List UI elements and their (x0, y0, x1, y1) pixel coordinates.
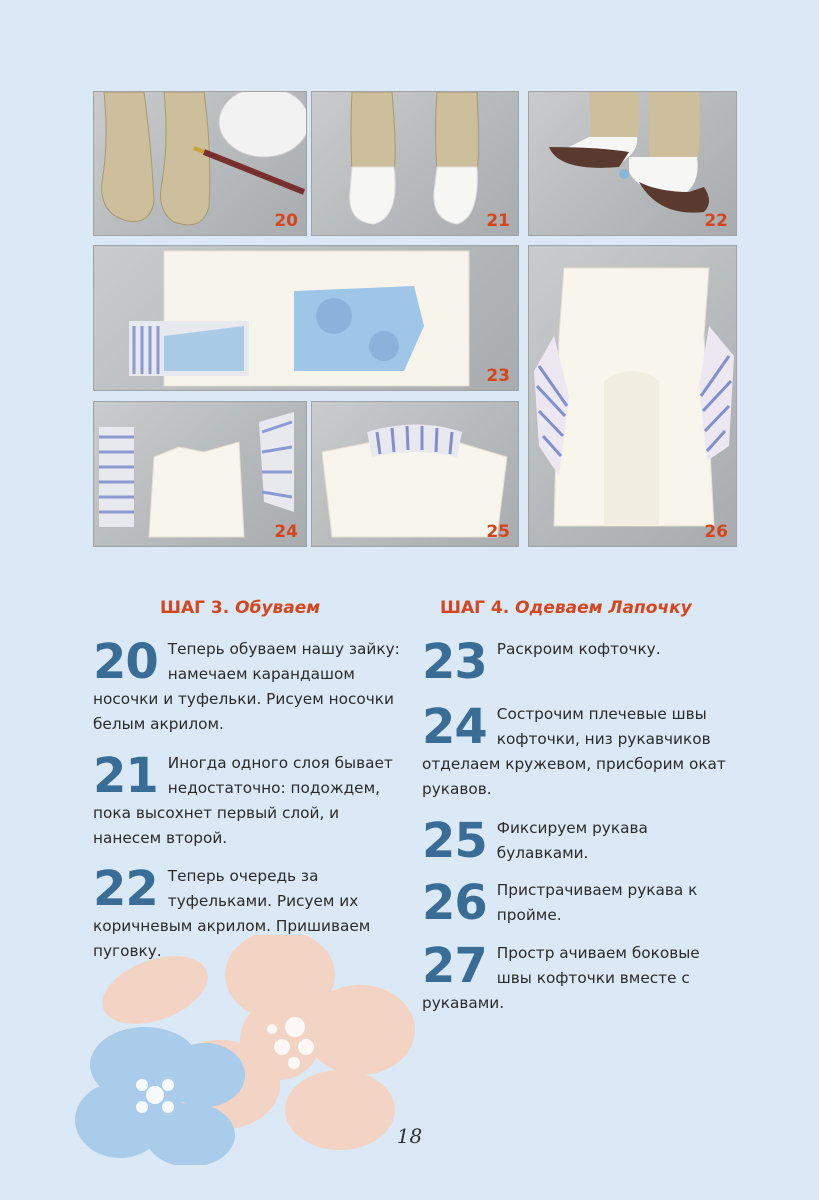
step-number: 24 (422, 699, 487, 755)
step-text: Фиксируем рукава булавками. (496, 819, 648, 862)
step-text: Раскроим кофточку. (496, 640, 661, 658)
photo-23 (93, 245, 519, 391)
step4-title (440, 598, 692, 618)
step3-item-21 (93, 748, 405, 851)
step4-title-prefix: ШАГ 4. (440, 598, 510, 618)
step4-item-25 (422, 813, 732, 869)
step-number: 27 (422, 938, 487, 994)
step4-item-24 (422, 699, 732, 802)
step-number: 25 (422, 813, 487, 869)
step-number: 23 (422, 634, 487, 690)
page-number: 18 (396, 1124, 423, 1148)
step3-title-prefix: ШАГ 3. (160, 598, 230, 618)
photo-number: 23 (486, 366, 510, 386)
photo-24 (93, 401, 307, 547)
step4-item-23 (422, 634, 732, 690)
step4-item-26 (422, 875, 732, 931)
fabric-pieces-cut-illustration (94, 246, 518, 390)
blouse-with-sleeves-illustration (529, 246, 736, 546)
step-text: Пристрачиваем рукава к пройме. (496, 881, 698, 924)
photo-number: 20 (274, 211, 298, 231)
photo-25 (311, 401, 519, 547)
step-number: 22 (93, 861, 158, 917)
step3-title (160, 598, 320, 618)
step-number: 21 (93, 748, 158, 804)
photo-number: 22 (704, 211, 728, 231)
photo-21 (311, 91, 519, 236)
step-text: Теперь обуваем нашу зайку: намечаем карандашом носочки и туфельки. Рисуем носочки белым акрилом. (93, 640, 400, 733)
step3-title-subtitle: Обуваем (235, 598, 321, 618)
photo-20 (93, 91, 307, 236)
step-text: Сострочим плечевые швы кофточки, низ рукавчиков отделаем кружевом, присборим окат рукавов. (422, 705, 726, 798)
step-text: Теперь очередь за туфельками. Рисуем их коричневым акрилом. Пришиваем пуговку. (93, 867, 371, 960)
photo-number: 21 (486, 211, 510, 231)
photo-number: 24 (274, 522, 298, 542)
step4-item-27 (422, 938, 732, 1016)
photo-number: 25 (486, 522, 510, 542)
photo-number: 26 (704, 522, 728, 542)
photo-22 (528, 91, 737, 236)
step-text: Иногда одного слоя бывает недостаточно: подождем, пока высохнет первый слой, и нанесем второй. (93, 754, 393, 847)
step-number: 20 (93, 634, 158, 690)
step3-item-20 (93, 634, 405, 737)
step4-title-subtitle: Одеваем Лапочку (515, 598, 692, 618)
step-number: 26 (422, 875, 487, 931)
photo-26 (528, 245, 737, 547)
step-text: Простр ачиваем боковые швы кофточки вместе с рукавами. (422, 944, 700, 1012)
